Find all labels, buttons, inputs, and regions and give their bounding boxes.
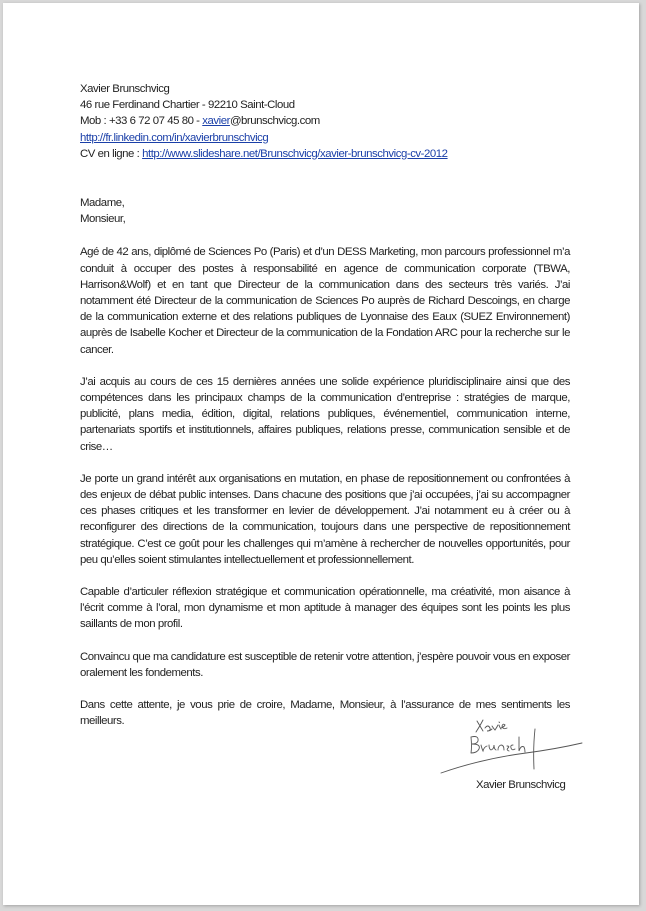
paragraph-closing: Dans cette attente, je vous prie de croire, Madame, Monsieur, à l’assurance de mes sentiments les meilleurs.: [80, 699, 570, 728]
paragraph-expertise: J’ai acquis au cours de ces 15 dernières années une solide expérience pluridisciplinaire ainsi que des compétences dans les principaux champs de la communication d’entreprise : stratégies de marque, publicité, plans media, édition, digital, relations publiques, événementiel, communication interne, partenariats sportifs et institutionnels, affaires publiques, relations presse, communication sensible et de crise…: [80, 375, 570, 453]
signature-block: [435, 715, 585, 805]
sender-name: Xavier Brunschvicg: [80, 83, 170, 95]
email-user-link[interactable]: xavier: [202, 115, 230, 128]
paragraph-skills: Capable d’articuler réflexion stratégique et communication opérationnelle, ma créativité, mon aisance à l’écrit comme à l’oral, mon dynamisme et mon aptitude à manager des équipes sont les points les plus saillants de mon profil.: [80, 586, 570, 631]
paragraph-interview: Convaincu que ma candidature est susceptible de retenir votre attention, j’espère pouvoir vous en exposer oralement les fondements.: [80, 650, 570, 679]
sender-phone-email: [80, 113, 570, 129]
cv-line: [80, 146, 570, 162]
email-domain: @brunschvicg.com: [229, 115, 320, 128]
salutation-madame: Madame,: [80, 197, 125, 210]
linkedin-link[interactable]: http://fr.linkedin.com/in/xavierbrunschvicg: [80, 131, 269, 144]
cv-link[interactable]: http://www.slideshare.net/Brunschvicg/xavier-brunschvicg-cv-2012: [142, 147, 448, 160]
sender-header: [80, 81, 570, 162]
letter-page: [3, 3, 639, 905]
signature-name: Xavier Brunschvicg: [476, 779, 566, 791]
cv-label: CV en ligne :: [80, 147, 143, 160]
sender-address: 46 rue Ferdinand Chartier - 92210 Saint-Cloud: [80, 99, 295, 112]
paragraph-interest: Je porte un grand intérêt aux organisations en mutation, en phase de repositionnement ou confrontées à des enjeux de débat public intenses. Dans chacune des positions que j’ai occupées, j’ai su accompagner ces phases critiques et les transformer en levier de développement. J’ai notamment eu à créer ou à reconfigurer des directions de la communication, toujours dans une perspective de repositionnement stratégique. C’est ce goût pour les challenges qui m’amène à rechercher de nouvelles opportunités, pour peu qu’elles soient stimulantes intellectuellement et professionnellement.: [80, 472, 570, 566]
salutation: [80, 195, 570, 227]
salutation-monsieur: Monsieur,: [80, 213, 126, 226]
letter-content: [80, 81, 570, 730]
handwritten-signature: [435, 715, 585, 775]
sender-phone: Mob : +33 6 72 07 45 80 -: [80, 115, 203, 128]
paragraph-background: Agé de 42 ans, diplômé de Sciences Po (Paris) et d’un DESS Marketing, mon parcours professionnel m’a conduit à occuper des postes à responsabilité en agence de communication corporate (TBWA, Harrison&Wolf) et en tant que Directeur de la communication dans des secteurs très variés. J’ai notamment été Directeur de la communication de Sciences Po auprès de Richard Descoings, en charge de la communication externe et des relations publiques de Lyonnaise des Eaux (SUEZ Environnement) auprès de Isabelle Kocher et Directeur de la communication de la Fondation ARC pour la recherche sur le cancer.: [80, 246, 570, 356]
